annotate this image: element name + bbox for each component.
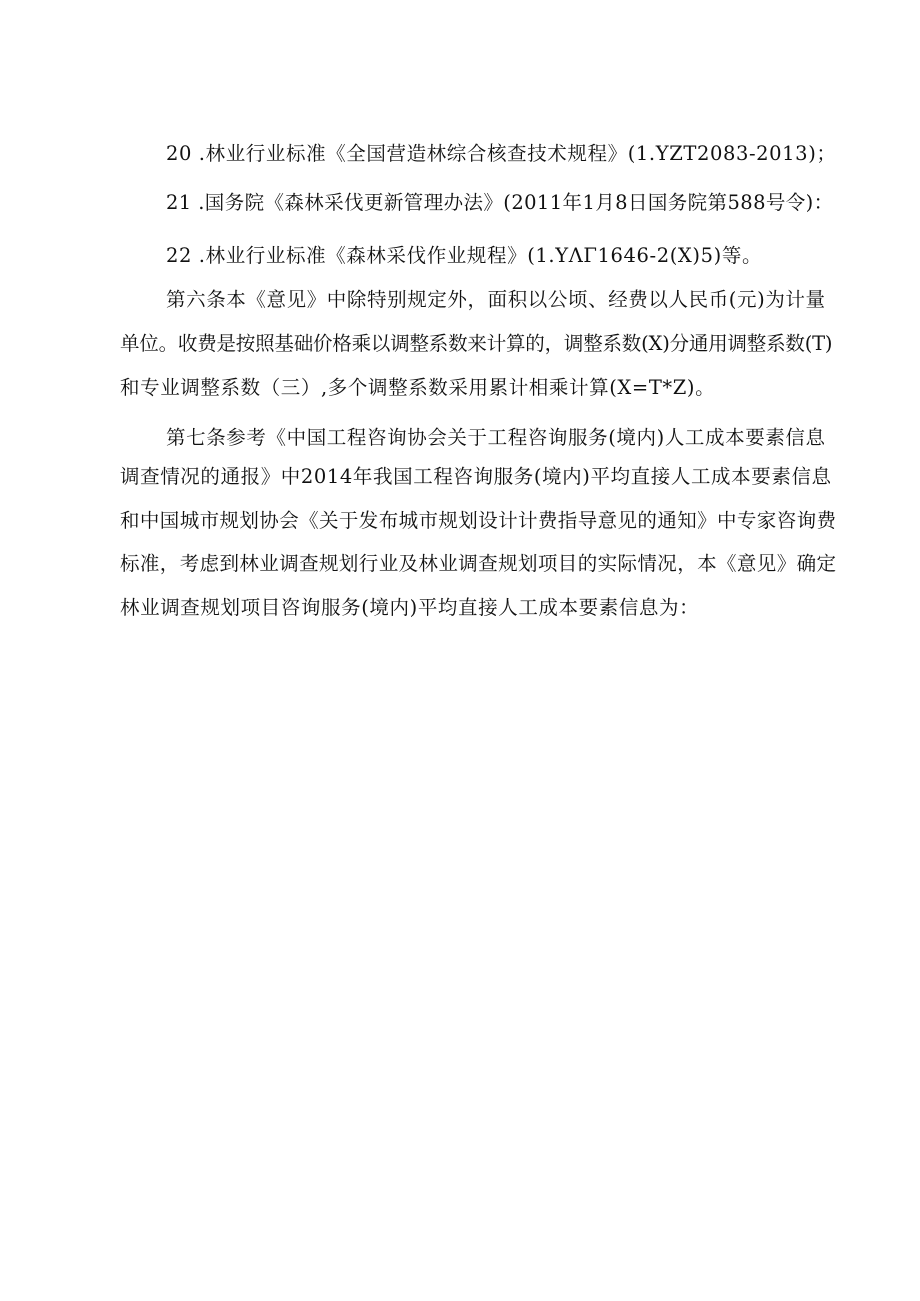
paragraph-line: 林业调查规划项目咨询服务(境内)平均直接人工成本要素信息为： [120, 596, 700, 619]
paragraph-line: 标准，考虑到林业调查规划行业及林业调查规划项目的实际情况，本《意见》确定 [120, 552, 837, 575]
paragraph-line: 单位。收费是按照基础价格乘以调整系数来计算的，调整系数(X)分通用调整系数(T) [120, 332, 833, 355]
paragraph-line: 和专业调整系数（三）,多个调整系数采用累计相乘计算(X=T*Z)。 [120, 376, 716, 399]
list-item-22: 22 .林业行业标准《森林采伐作业规程》(1.YΛΓ1646-2(X)5)等。 [166, 244, 763, 267]
list-item-20: 20 .林业行业标准《全国营造林综合核查技术规程》(1.YZT2083-2013)； [166, 142, 837, 165]
paragraph-line: 第六条本《意见》中除特别规定外，面积以公顷、经费以人民币(元)为计量 [166, 288, 826, 311]
paragraph-line: 第七条参考《中国工程咨询协会关于工程咨询服务(境内)人工成本要素信息 [166, 426, 826, 449]
paragraph-line: 调查情况的通报》中2014年我国工程咨询服务(境内)平均直接人工成本要素信息 [120, 465, 832, 488]
paragraph-line: 和中国城市规划协会《关于发布城市规划设计计费指导意见的通知》中专家咨询费 [120, 509, 837, 532]
list-item-21: 21 .国务院《森林采伐更新管理办法》(2011年1月8日国务院第588号令)： [166, 191, 834, 214]
